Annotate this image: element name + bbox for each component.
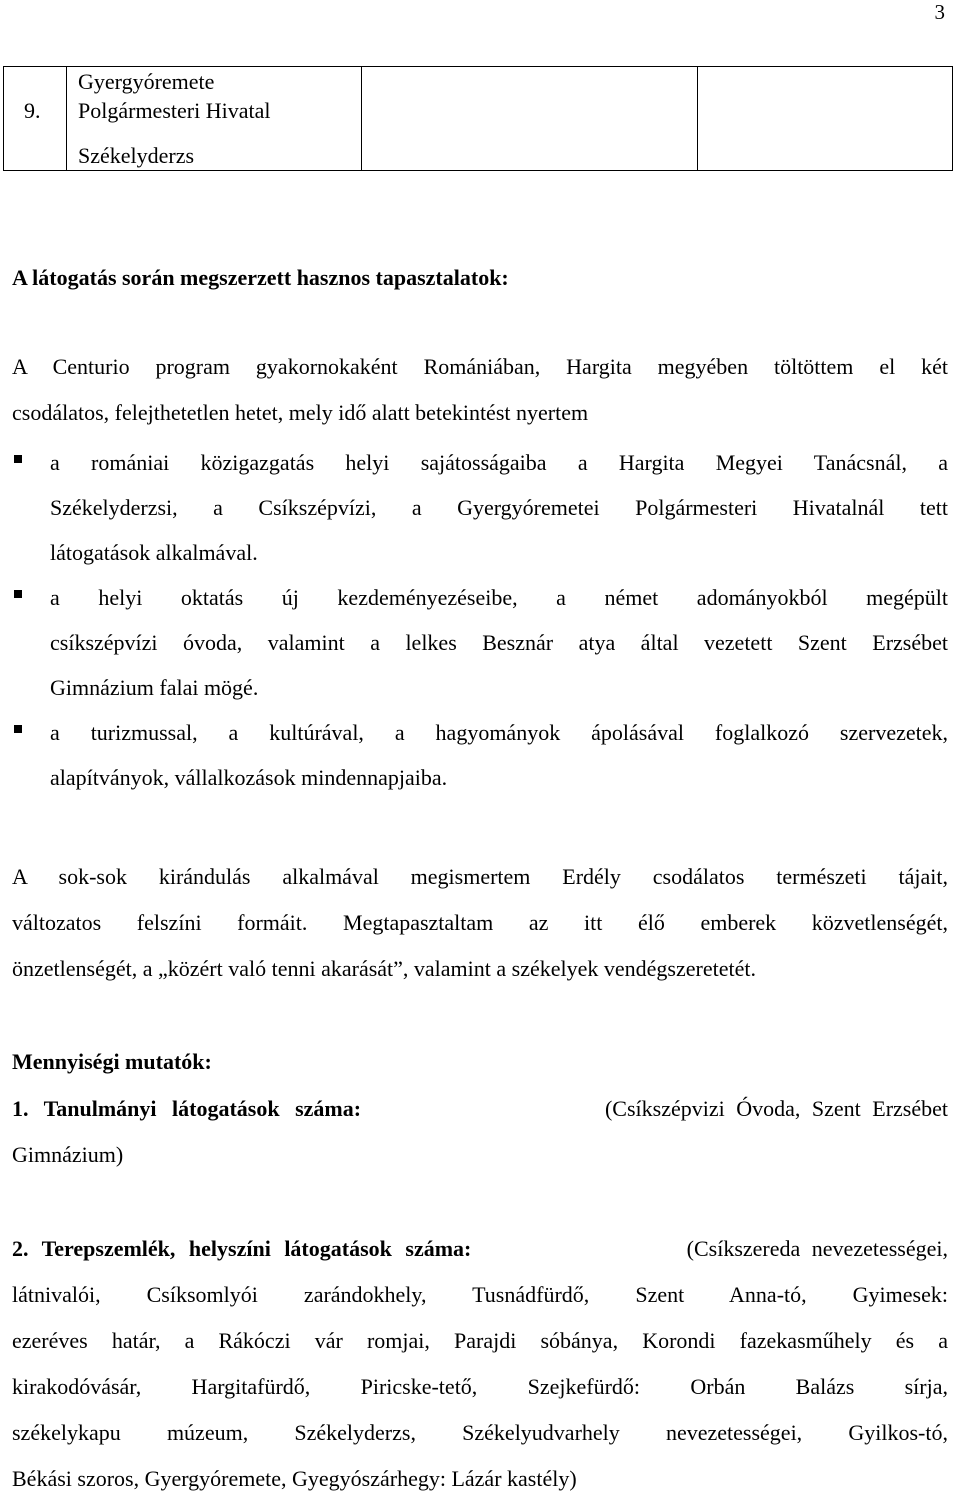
paragraph-line: önzetlenségét, a „közért való tenni akarását”, valamint a székelyek vendégszeretetét. (12, 956, 756, 981)
table-bottom-border (3, 170, 953, 171)
paragraph-line: székelykapu múzeum, Székelyderzs, Székelyudvarhely nevezetességei, Gyilkos-tó, (12, 1420, 948, 1445)
intro-paragraph (12, 344, 948, 436)
paragraph-line: ezeréves határ, a Rákóczi vár romjai, Parajdi sóbánya, Korondi fazekasműhely és a (12, 1328, 948, 1353)
metric-field-visits (12, 1226, 948, 1502)
list-item (12, 575, 948, 710)
table-visited-place: Székelyderzs (78, 143, 195, 168)
paragraph-line: Békási szoros, Gyergyóremete, Gyegyószárhegy: Lázár kastély) (12, 1466, 577, 1491)
metric-value: (Csíkszépvizi Óvoda, Szent Erzsébet (604, 1096, 948, 1121)
metric-value: (Csíkszereda nevezetességei, (686, 1236, 948, 1261)
paragraph-line: kirakodóvásár, Hargitafürdő, Piricske-tető, Szejkefürdő: Orbán Balázs sírja, (12, 1374, 948, 1399)
list-item-line: a romániai közigazgatás helyi sajátosságaiba a Hargita Megyei Tanácsnál, a (50, 450, 948, 475)
list-item-line: a helyi oktatás új kezdeményezéseibe, a német adományokból megépült (50, 585, 948, 610)
paragraph-line: A sok-sok kirándulás alkalmával megismertem Erdély csodálatos természeti tájait, (12, 864, 948, 889)
list-item (12, 710, 948, 800)
list-item-line: alapítványok, vállalkozások mindennapjaiba. (50, 765, 448, 790)
list-item-line: Székelyderzsi, a Csíkszépvízi, a Gyergyóremetei Polgármesteri Hivatalnál tett (50, 495, 948, 520)
table-location: Gyergyóremete (78, 69, 215, 94)
square-bullet-icon (14, 590, 22, 598)
table-institution: Polgármesteri Hivatal (78, 98, 271, 123)
paragraph-line: változatos felszíni formáit. Megtapasztaltam az itt élő emberek közvetlenségét, (12, 910, 948, 935)
experience-list (12, 440, 948, 800)
table-column-divider (697, 66, 698, 170)
table-left-border (3, 66, 4, 170)
list-item-line: a turizmussal, a kultúrával, a hagyományok ápolásával foglalkozó szervezetek, (50, 720, 948, 745)
list-item-line: Gimnázium falai mögé. (50, 675, 259, 700)
metrics-heading: Mennyiségi mutatók: (12, 1049, 212, 1074)
closing-paragraph (12, 854, 948, 992)
table-column-divider (361, 66, 362, 170)
page-number: 3 (934, 0, 945, 24)
list-item (12, 440, 948, 575)
metric-value-continued: Gimnázium) (12, 1142, 124, 1167)
table-row-number: 9. (24, 98, 41, 123)
paragraph-line: látnivalói, Csíksomlyói zarándokhely, Tusnádfürdő, Szent Anna-tó, Gyimesek: (12, 1282, 948, 1307)
list-item-line: csíkszépvízi óvoda, valamint a lelkes Besznár atya által vezetett Szent Erzsébet (50, 630, 948, 655)
paragraph-line: A Centurio program gyakornokaként Romániában, Hargita megyében töltöttem el két (12, 354, 948, 379)
metric-label: 1. Tanulmányi látogatások száma: (12, 1096, 362, 1121)
square-bullet-icon (14, 455, 22, 463)
metric-row (12, 1226, 948, 1272)
table-top-border (3, 66, 953, 67)
list-item-line: látogatások alkalmával. (50, 540, 258, 565)
paragraph-line: csodálatos, felejthetetlen hetet, mely idő alatt betekintést nyertem (12, 400, 589, 425)
metric-study-visits (12, 1086, 948, 1178)
metric-row (12, 1086, 948, 1132)
experiences-heading: A látogatás során megszerzett hasznos tapasztalatok: (12, 265, 509, 290)
table-right-border (952, 66, 953, 170)
metric-label: 2. Terepszemlék, helyszíni látogatások száma: (12, 1236, 472, 1261)
table-column-divider (66, 66, 67, 170)
square-bullet-icon (14, 725, 22, 733)
